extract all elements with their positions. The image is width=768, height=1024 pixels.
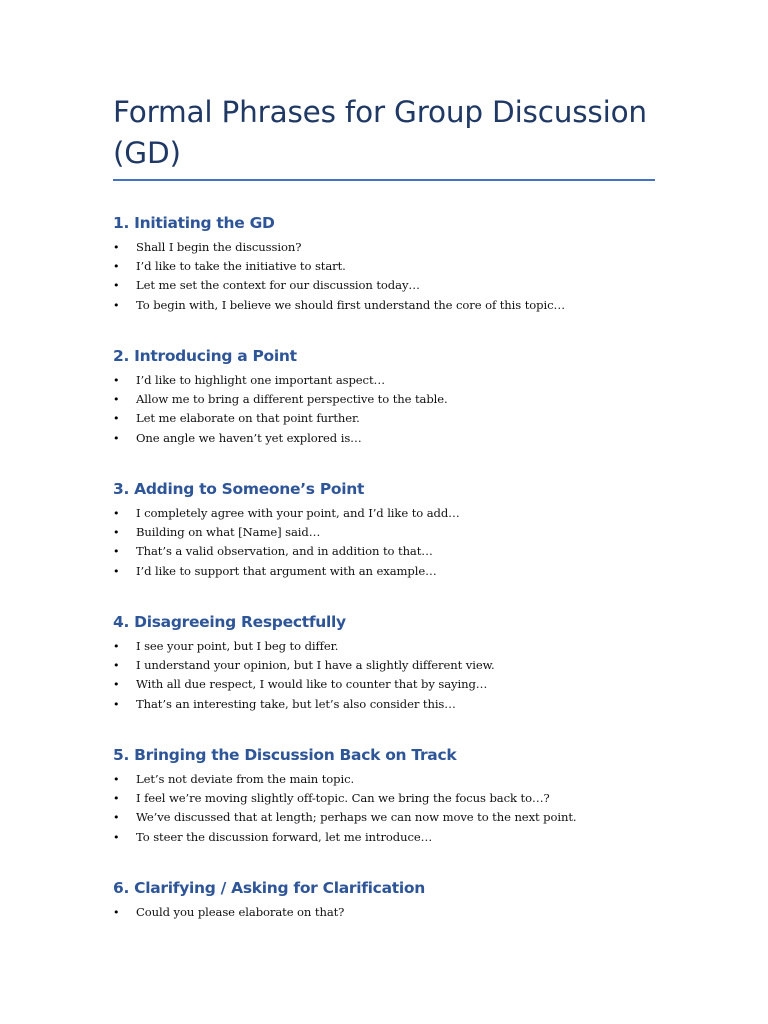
list-item-text: I understand your opinion, but I have a slightly different view. [136, 658, 495, 673]
list-item [113, 257, 713, 276]
section-initiating [113, 212, 713, 315]
list-item [113, 429, 713, 448]
bullet-icon: • [113, 241, 120, 254]
list-item-text: Could you please elaborate on that? [136, 905, 345, 919]
bullet-icon: • [113, 412, 120, 426]
list-item-text: That’s an interesting take, but let’s also consider this… [136, 696, 456, 711]
list-item [113, 637, 713, 656]
list-item-text: We’ve discussed that at length; perhaps we can now move to the next point. [136, 810, 577, 825]
section-heading: 6. Clarifying / Asking for Clarification [113, 879, 425, 897]
list-item [113, 789, 713, 808]
phrase-list [113, 637, 713, 714]
bullet-icon: • [113, 830, 120, 844]
list-item-text: I’d like to highlight one important aspect… [136, 373, 386, 387]
bullet-icon: • [113, 298, 120, 312]
list-item [113, 903, 713, 922]
bullet-icon: • [113, 545, 120, 559]
list-item-text: Allow me to bring a different perspective to the table. [136, 392, 448, 407]
list-item [113, 695, 713, 714]
section-adding-to-point [113, 478, 713, 581]
bullet-icon: • [113, 792, 120, 806]
list-item [113, 656, 713, 675]
phrase-list [113, 371, 713, 448]
bullet-icon: • [113, 697, 120, 711]
list-item-text: That’s a valid observation, and in addition to that… [136, 544, 433, 559]
section-back-on-track [113, 744, 713, 847]
list-item-text: Building on what [Name] said… [136, 525, 321, 540]
list-item-text: I’d like to support that argument with an example… [136, 563, 437, 578]
bullet-icon: • [113, 393, 120, 407]
list-item-text: One angle we haven’t yet explored is… [136, 430, 362, 445]
list-item-text: To begin with, I believe we should first understand the core of this topic… [136, 297, 565, 312]
list-item [113, 504, 713, 523]
section-heading: 4. Disagreeing Respectfully [113, 613, 346, 631]
phrase-list [113, 770, 713, 847]
list-item-text: With all due respect, I would like to counter that by saying… [136, 677, 488, 692]
bullet-icon: • [113, 374, 120, 387]
list-item-text: Let me set the context for our discussion today… [136, 278, 420, 293]
list-item-text: Let’s not deviate from the main topic. [136, 772, 355, 786]
list-item-text: To steer the discussion forward, let me introduce… [136, 829, 433, 844]
bullet-icon: • [113, 640, 120, 653]
phrase-list [113, 504, 713, 581]
bullet-icon: • [113, 260, 120, 274]
bullet-icon: • [113, 507, 120, 520]
document-title: Formal Phrases for Group Discussion (GD) [113, 95, 647, 170]
list-item [113, 523, 713, 542]
section-heading: 3. Adding to Someone’s Point [113, 480, 365, 498]
list-item-text: I feel we’re moving slightly off-topic. Can we bring the focus back to…? [136, 791, 550, 806]
section-heading: 5. Bringing the Discussion Back on Track [113, 746, 457, 764]
list-item [113, 276, 713, 295]
bullet-icon: • [113, 811, 120, 825]
list-item [113, 675, 713, 694]
list-item-text: I see your point, but I beg to differ. [136, 639, 339, 653]
list-item-text: I completely agree with your point, and I’d like to add… [136, 506, 460, 520]
list-item [113, 296, 713, 315]
bullet-icon: • [113, 678, 120, 692]
phrase-list [113, 903, 713, 922]
list-item-text: Shall I begin the discussion? [136, 240, 302, 254]
section-heading: 2. Introducing a Point [113, 347, 297, 365]
section-heading: 1. Initiating the GD [113, 214, 275, 232]
list-item-text: I’d like to take the initiative to start. [136, 259, 346, 274]
list-item-text: Let me elaborate on that point further. [136, 411, 360, 426]
list-item [113, 808, 713, 827]
list-item [113, 238, 713, 257]
bullet-icon: • [113, 431, 120, 445]
list-item [113, 390, 713, 409]
bullet-icon: • [113, 279, 120, 293]
list-item [113, 562, 713, 581]
bullet-icon: • [113, 659, 120, 673]
list-item [113, 770, 713, 789]
section-introducing-point [113, 345, 713, 448]
bullet-icon: • [113, 906, 120, 919]
list-item [113, 371, 713, 390]
bullet-icon: • [113, 564, 120, 578]
list-item [113, 542, 713, 561]
list-item [113, 828, 713, 847]
section-clarifying [113, 877, 713, 922]
section-disagreeing [113, 611, 713, 714]
list-item [113, 409, 713, 428]
bullet-icon: • [113, 773, 120, 786]
bullet-icon: • [113, 526, 120, 540]
title-underline-rule [113, 179, 655, 181]
phrase-list [113, 238, 713, 315]
